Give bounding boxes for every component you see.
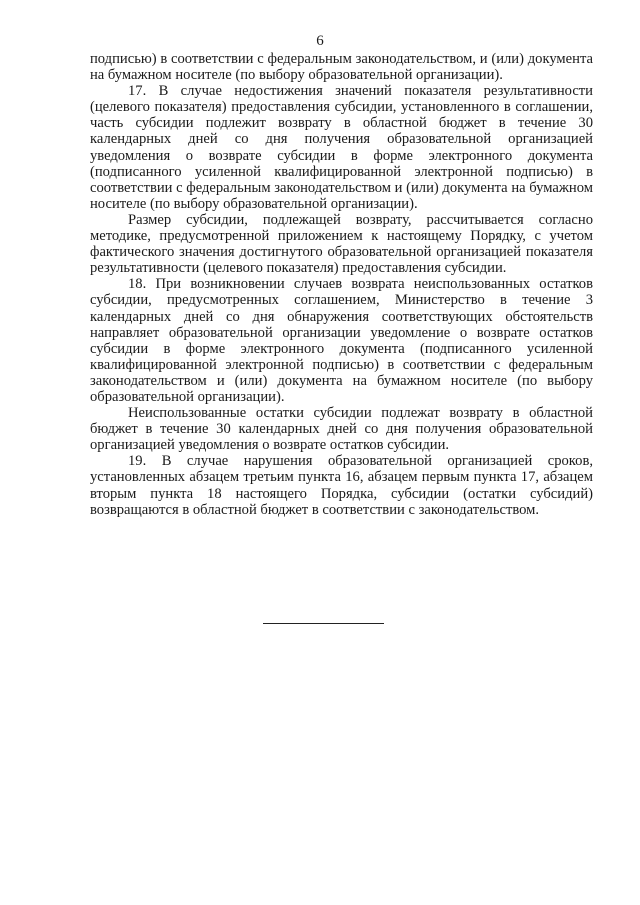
- page-number: 6: [316, 33, 324, 49]
- paragraph-continuation: подписью) в соответствии с федеральным законодательством, и (или) документа на бумажном носителе (по выбору образовательной организации).: [90, 51, 593, 84]
- paragraph-item-18: 18. При возникновении случаев возврата неиспользованных остатков субсидии, предусмотренных соглашением, Министерство в течение 3 календарных дней со дня обнаружения соответствующих обстоятельств направляет образовательной организации уведомление о возврате остатков субсидии в форме электронного документа (подписанного усиленной квалифицированной электронной подписью) в соответствии с федеральным законодательством и (или) документа на бумажном носителе (по выбору образовательной организации).: [90, 276, 593, 405]
- end-separator-line: [263, 623, 384, 624]
- paragraph-unused-balances: Неиспользованные остатки субсидии подлежат возврату в областной бюджет в течение 30 календарных дней со дня получения образовательной организацией уведомления о возврате остатков субсидии.: [90, 405, 593, 454]
- paragraph-item-17: 17. В случае недостижения значений показателя результативности (целевого показателя) предоставления субсидии, установленного в соглашении, часть субсидии подлежит возврату в областной бюджет в течение 30 календарных дней со дня получения образовательной организацией уведомления о возврате субсидии в форме электронного документа (подписанного усиленной квалифицированной электронной подписью) в соответствии с федеральным законодательством и (или) документа на бумажном носителе (по выбору образовательной организации).: [90, 83, 593, 212]
- paragraph-item-19: 19. В случае нарушения образовательной организацией сроков, установленных абзацем третьим пункта 16, абзацем первым пункта 17, абзацем вторым пункта 18 настоящего Порядка, субсидии (остатки субсидий) возвращаются в областной бюджет в соответствии с законодательством.: [90, 453, 593, 518]
- paragraph-refund-amount: Размер субсидии, подлежащей возврату, рассчитывается согласно методике, предусмотренной приложением к настоящему Порядку, с учетом фактического значения достигнутого образовательной организацией показателя результативности (целевого показателя) предоставления субсидии.: [90, 211, 593, 277]
- document-body: [90, 51, 593, 518]
